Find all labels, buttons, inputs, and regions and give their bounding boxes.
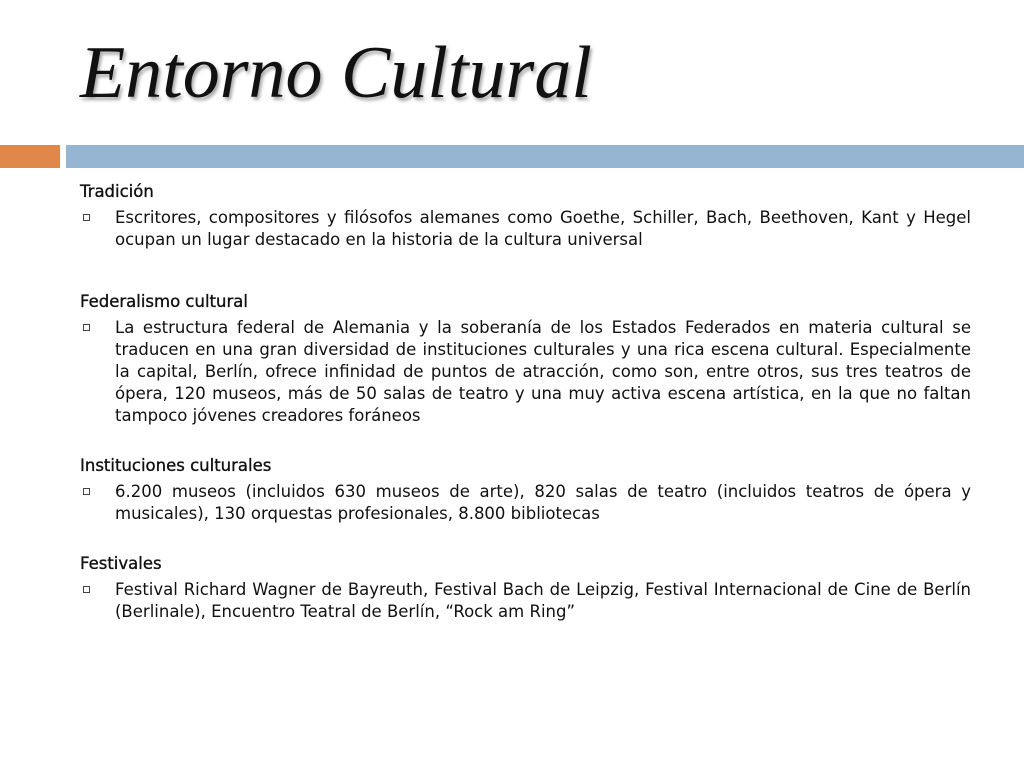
section-federalismo-cultural [80,291,971,427]
section-heading: Federalismo cultural [80,292,248,311]
accent-bar-orange [0,145,60,168]
bullet-item [80,579,971,623]
slide-title: Entorno Cultural [80,32,592,114]
bullet-text: La estructura federal de Alemania y la soberanía de los Estados Federados en materia cultural se traducen en una gran diversidad de instituciones culturales y una rica escena cultural. Especialmente la capital, Berlín, ofrece infinidad de puntos de atracción, como son, entre otros, sus tres teatros de ópera, 120 museos, más de 50 salas de teatro y una muy activa escena artística, en la que no faltan tampoco jóvenes creadores foráneos [115,318,971,425]
square-bullet-icon [83,488,90,495]
bullet-text: 6.200 museos (incluidos 630 museos de arte), 820 salas de teatro (incluidos teatros de ópera y musicales), 130 orquestas profesionales, 8.800 bibliotecas [115,482,971,523]
section-heading: Instituciones culturales [80,456,272,475]
accent-bar-blue [66,145,1024,168]
section-instituciones-culturales [80,455,971,525]
square-bullet-icon [83,324,90,331]
square-bullet-icon [83,214,90,221]
section-heading: Tradición [80,182,154,201]
bullet-text: Festival Richard Wagner de Bayreuth, Festival Bach de Leipzig, Festival Internacional de Cine de Berlín (Berlinale), Encuentro Teatral de Berlín, “Rock am Ring” [115,580,971,621]
bullet-text: Escritores, compositores y filósofos alemanes como Goethe, Schiller, Bach, Beethoven, Kant y Hegel ocupan un lugar destacado en la historia de la cultura universal [115,208,971,249]
bullet-item [80,317,971,427]
section-heading: Festivales [80,554,162,573]
slide-content [80,181,971,623]
bullet-item [80,207,971,251]
square-bullet-icon [83,586,90,593]
bullet-item [80,481,971,525]
section-festivales [80,553,971,623]
section-tradicion [80,181,971,251]
